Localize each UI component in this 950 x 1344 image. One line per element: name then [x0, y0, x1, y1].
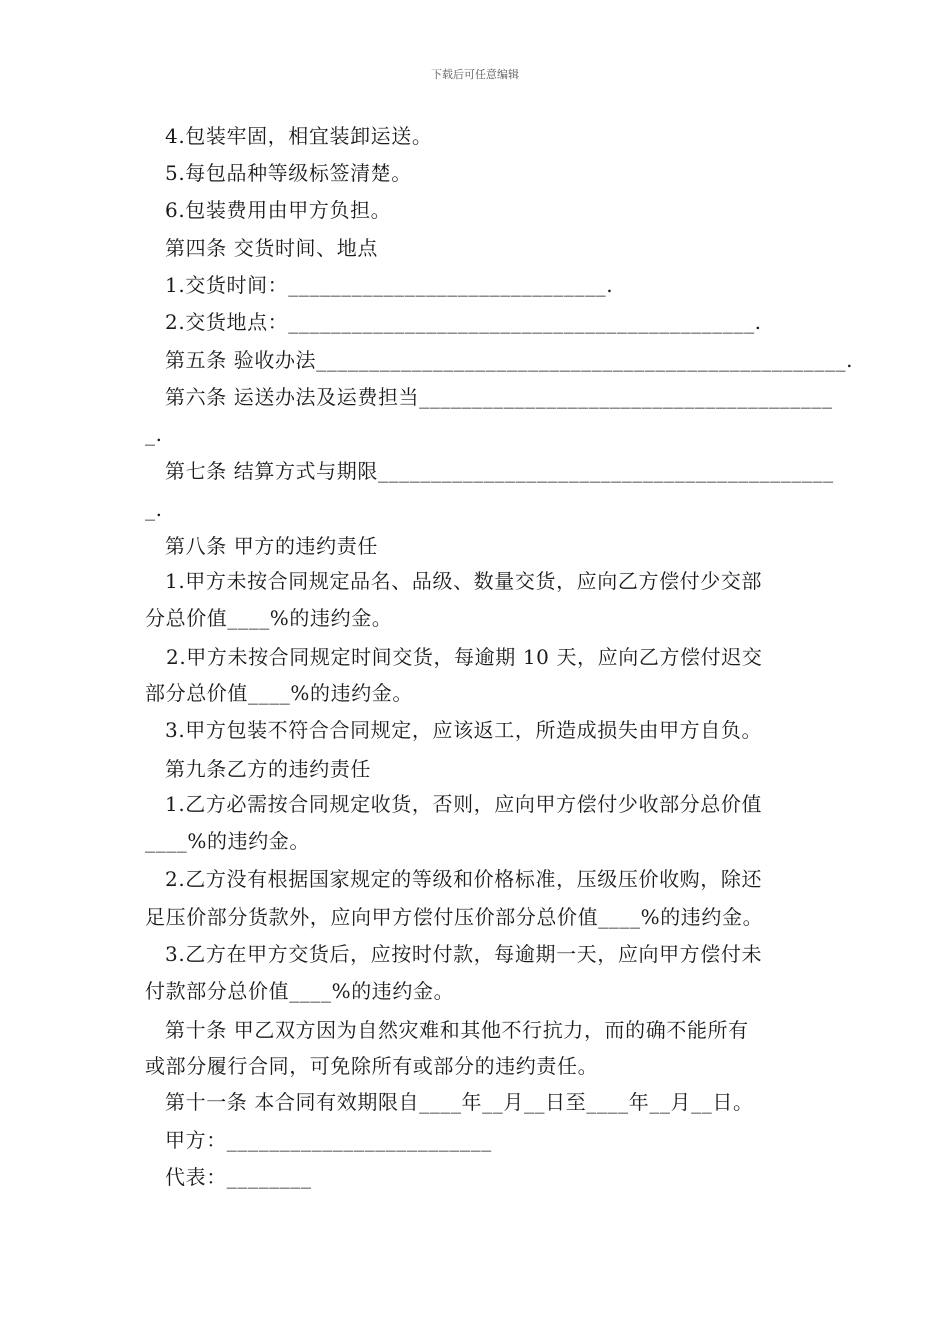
clause-text: 3.乙方在甲方交货后，应按时付款，每逾期一天，应向甲方偿付未 [165, 942, 763, 966]
article-heading: 第四条 交货时间、地点 [165, 236, 378, 260]
clause-text: 部分总价值____%的违约金。 [145, 681, 414, 705]
signature-representative: 代表：________ [165, 1165, 312, 1189]
clause-text: 2.乙方没有根据国家规定的等级和价格标准，压级压价收购，除还 [165, 867, 763, 891]
article-heading: 第五条 验收办法__________________________________________________. [165, 348, 854, 372]
clause-text: 足压价部分货款外，应向甲方偿付压价部分总价值____%的违约金。 [145, 905, 764, 929]
article-heading: 第十条 甲乙双方因为自然灾难和其他不行抗力，而的确不能所有 [165, 1018, 749, 1042]
clause-text: _. [145, 422, 163, 446]
article-heading: 第十一条 本合同有效期限自____年__月__日至____年__月__日。 [165, 1090, 754, 1114]
clause-text: 3.甲方包装不符合合同规定，应该返工，所造成损失由甲方自负。 [165, 718, 763, 742]
clause-text: ____%的违约金。 [145, 829, 311, 853]
signature-party-a: 甲方：_________________________ [165, 1128, 492, 1152]
clause-text: 分总价值____%的违约金。 [145, 606, 393, 630]
article-heading: 第九条乙方的违约责任 [165, 757, 371, 781]
article-heading: 第六条 运送办法及运费担当_______________________________________ [165, 385, 833, 409]
clause-text: 1.乙方必需按合同规定收货，否则，应向甲方偿付少收部分总价值 [165, 792, 763, 816]
clause-text: 1.甲方未按合同规定品名、品级、数量交货，应向乙方偿付少交部 [165, 569, 763, 593]
article-heading: 第七条 结算方式与期限___________________________________________ [165, 459, 834, 483]
clause-text: 4.包装牢固，相宜装卸运送。 [165, 124, 433, 148]
article-heading: 第八条 甲方的违约责任 [165, 534, 378, 558]
clause-text: 或部分履行合同，可免除所有或部分的违约责任。 [145, 1054, 599, 1078]
clause-text: 1.交货时间：______________________________. [165, 273, 614, 297]
clause-text: 2.甲方未按合同规定时间交货，每逾期 10 天，应向乙方偿付迟交 [166, 645, 763, 669]
page-header: 下载后可任意编辑 [431, 68, 519, 81]
clause-text: _. [145, 497, 163, 521]
clause-text: 6.包装费用由甲方负担。 [165, 198, 392, 222]
clause-text: 付款部分总价值____%的违约金。 [145, 979, 455, 1003]
clause-text: 5.每包品种等级标签清楚。 [165, 161, 412, 185]
clause-text: 2.交货地点：____________________________________________. [165, 310, 762, 334]
